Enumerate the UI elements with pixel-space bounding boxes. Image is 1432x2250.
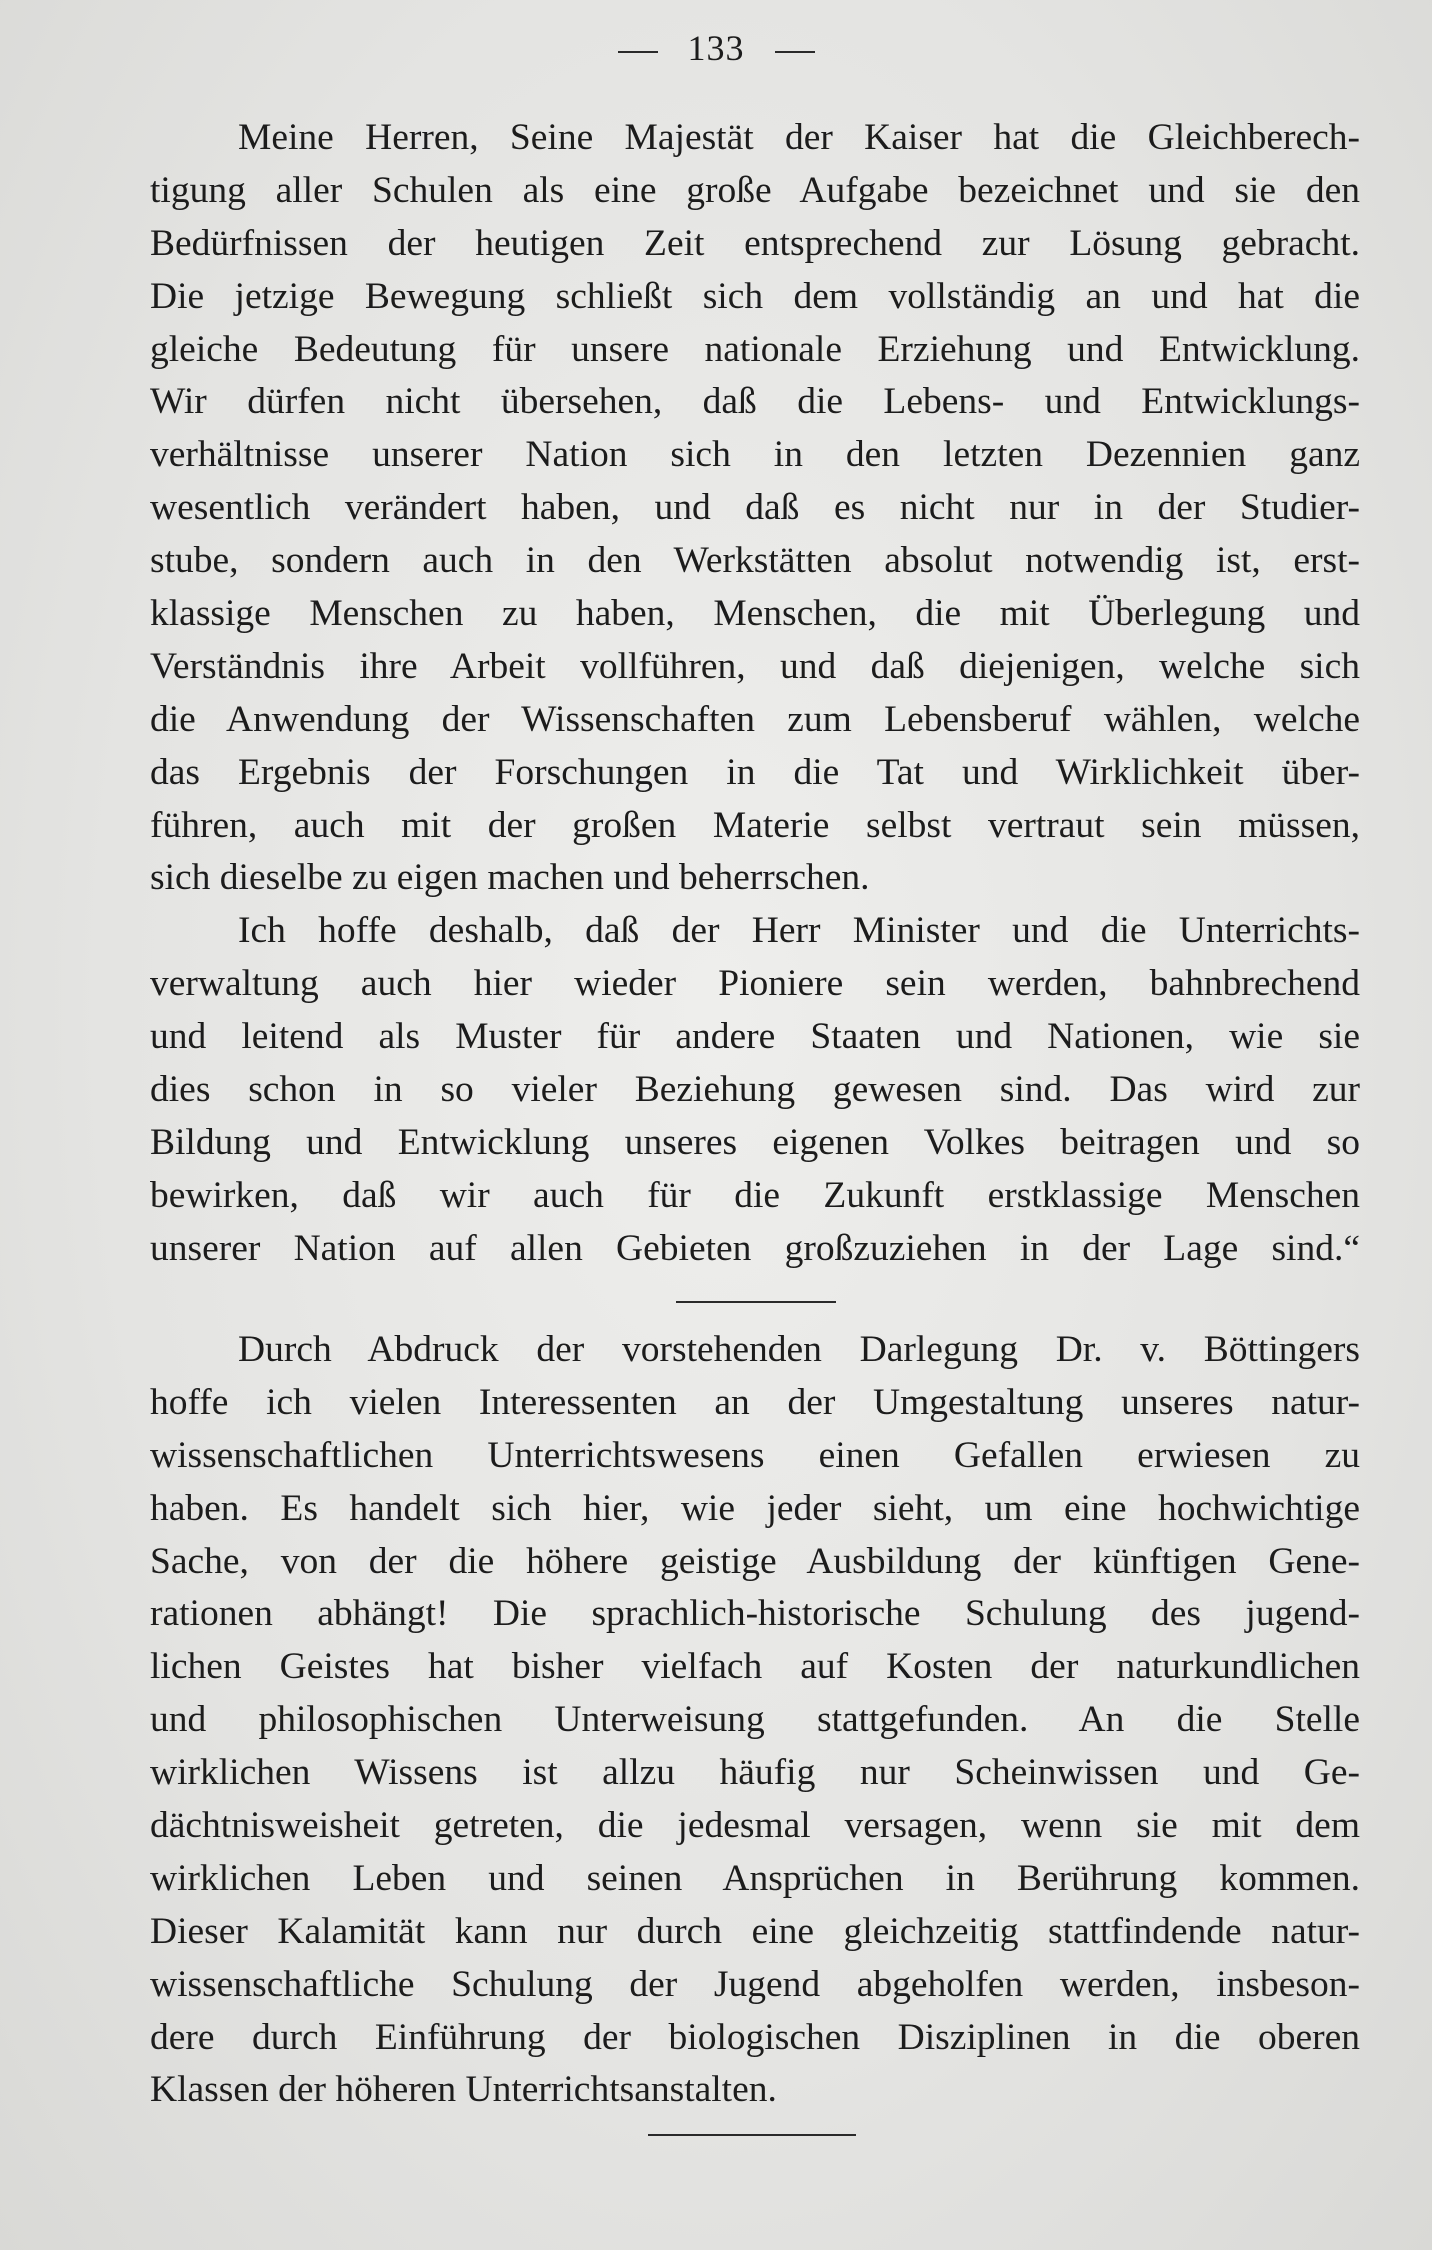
text-line: klassige Menschen zu haben, Menschen, die mit Überlegung und: [150, 593, 1360, 635]
text-line: Verständnis ihre Arbeit vollführen, und daß diejenigen, welche sich: [150, 645, 1360, 687]
header-dash-left: [618, 51, 658, 53]
text-line: verhältnisse unserer Nation sich in den letzten Dezennien ganz: [150, 434, 1360, 476]
text-line: rationen abhängt! Die sprachlich-historische Schulung des jugend-: [150, 1593, 1360, 1635]
text-line: und philosophischen Unterweisung stattgefunden. An die Stelle: [150, 1699, 1360, 1741]
text-line: Bildung und Entwicklung unseres eigenen Volkes beitragen und so: [150, 1121, 1360, 1163]
text-line: Dieser Kalamität kann nur durch eine gleichzeitig stattfindende natur-: [150, 1910, 1360, 1952]
text-line: gleiche Bedeutung für unsere nationale Erziehung und Entwicklung.: [150, 328, 1360, 370]
text-line: führen, auch mit der großen Materie selbst vertraut sein müssen,: [150, 804, 1360, 846]
text-line: die Anwendung der Wissenschaften zum Lebensberuf wählen, welche: [150, 698, 1360, 740]
text-line: bewirken, daß wir auch für die Zukunft erstklassige Menschen: [150, 1174, 1360, 1216]
text-line: wirklichen Wissens ist allzu häufig nur Scheinwissen und Ge-: [150, 1752, 1360, 1794]
text-line: Die jetzige Bewegung schließt sich dem vollständig an und hat die: [150, 275, 1360, 317]
text-line: das Ergebnis der Forschungen in die Tat und Wirklichkeit über-: [150, 751, 1360, 793]
text-line: Sache, von der die höhere geistige Ausbildung der künftigen Gene-: [150, 1540, 1360, 1582]
header-dash-right: [775, 51, 815, 53]
text-line: dies schon in so vieler Beziehung gewesen sind. Das wird zur: [150, 1069, 1360, 1111]
text-line: Meine Herren, Seine Majestät der Kaiser hat die Gleichberech-: [238, 117, 1360, 158]
text-line: lichen Geistes hat bisher vielfach auf Kosten der naturkundlichen: [150, 1646, 1360, 1688]
text-line: dere durch Einführung der biologischen Disziplinen in die oberen: [150, 2016, 1360, 2058]
text-line: wirklichen Leben und seinen Ansprüchen in Berührung kommen.: [150, 1857, 1360, 1899]
quoted-speech-block: [150, 112, 1360, 1276]
text-line: unserer Nation auf allen Gebieten großzuziehen in der Lage sind.“: [150, 1227, 1360, 1269]
text-line: Bedürfnissen der heutigen Zeit entsprechend zur Lösung gebracht.: [150, 222, 1360, 264]
text-line: wesentlich verändert haben, und daß es nicht nur in der Studier-: [150, 487, 1360, 529]
text-line: sich dieselbe zu eigen machen und beherrschen.: [150, 857, 870, 899]
section-divider: [676, 1301, 836, 1303]
text-line: dächtnisweisheit getreten, die jedesmal versagen, wenn sie mit dem: [150, 1805, 1360, 1847]
text-line: tigung aller Schulen als eine große Aufgabe bezeichnet und sie den: [150, 169, 1360, 211]
end-divider: [648, 2134, 856, 2136]
text-line: Wir dürfen nicht übersehen, daß die Lebens- und Entwicklungs-: [150, 381, 1360, 423]
page-header: [0, 26, 1432, 70]
text-line: Ich hoffe deshalb, daß der Herr Minister und die Unterrichts-: [238, 910, 1360, 952]
text-line: hoffe ich vielen Interessenten an der Umgestaltung unseres natur-: [150, 1381, 1360, 1423]
text-line: wissenschaftlichen Unterrichtswesens einen Gefallen erwiesen zu: [150, 1434, 1360, 1476]
page-number: 133: [687, 28, 745, 68]
text-line: wissenschaftliche Schulung der Jugend abgeholfen werden, insbeson-: [150, 1963, 1360, 2005]
text-line: und leitend als Muster für andere Staaten und Nationen, wie sie: [150, 1016, 1360, 1058]
author-commentary-block: [150, 1324, 1360, 2117]
text-line: haben. Es handelt sich hier, wie jeder sieht, um eine hochwichtige: [150, 1487, 1360, 1529]
text-line: Durch Abdruck der vorstehenden Darlegung Dr. v. Böttingers: [238, 1329, 1360, 1370]
text-line: verwaltung auch hier wieder Pioniere sein werden, bahnbrechend: [150, 963, 1360, 1005]
text-line: stube, sondern auch in den Werkstätten absolut notwendig ist, erst-: [150, 540, 1360, 582]
text-line: Klassen der höheren Unterrichtsanstalten.: [150, 2069, 777, 2111]
